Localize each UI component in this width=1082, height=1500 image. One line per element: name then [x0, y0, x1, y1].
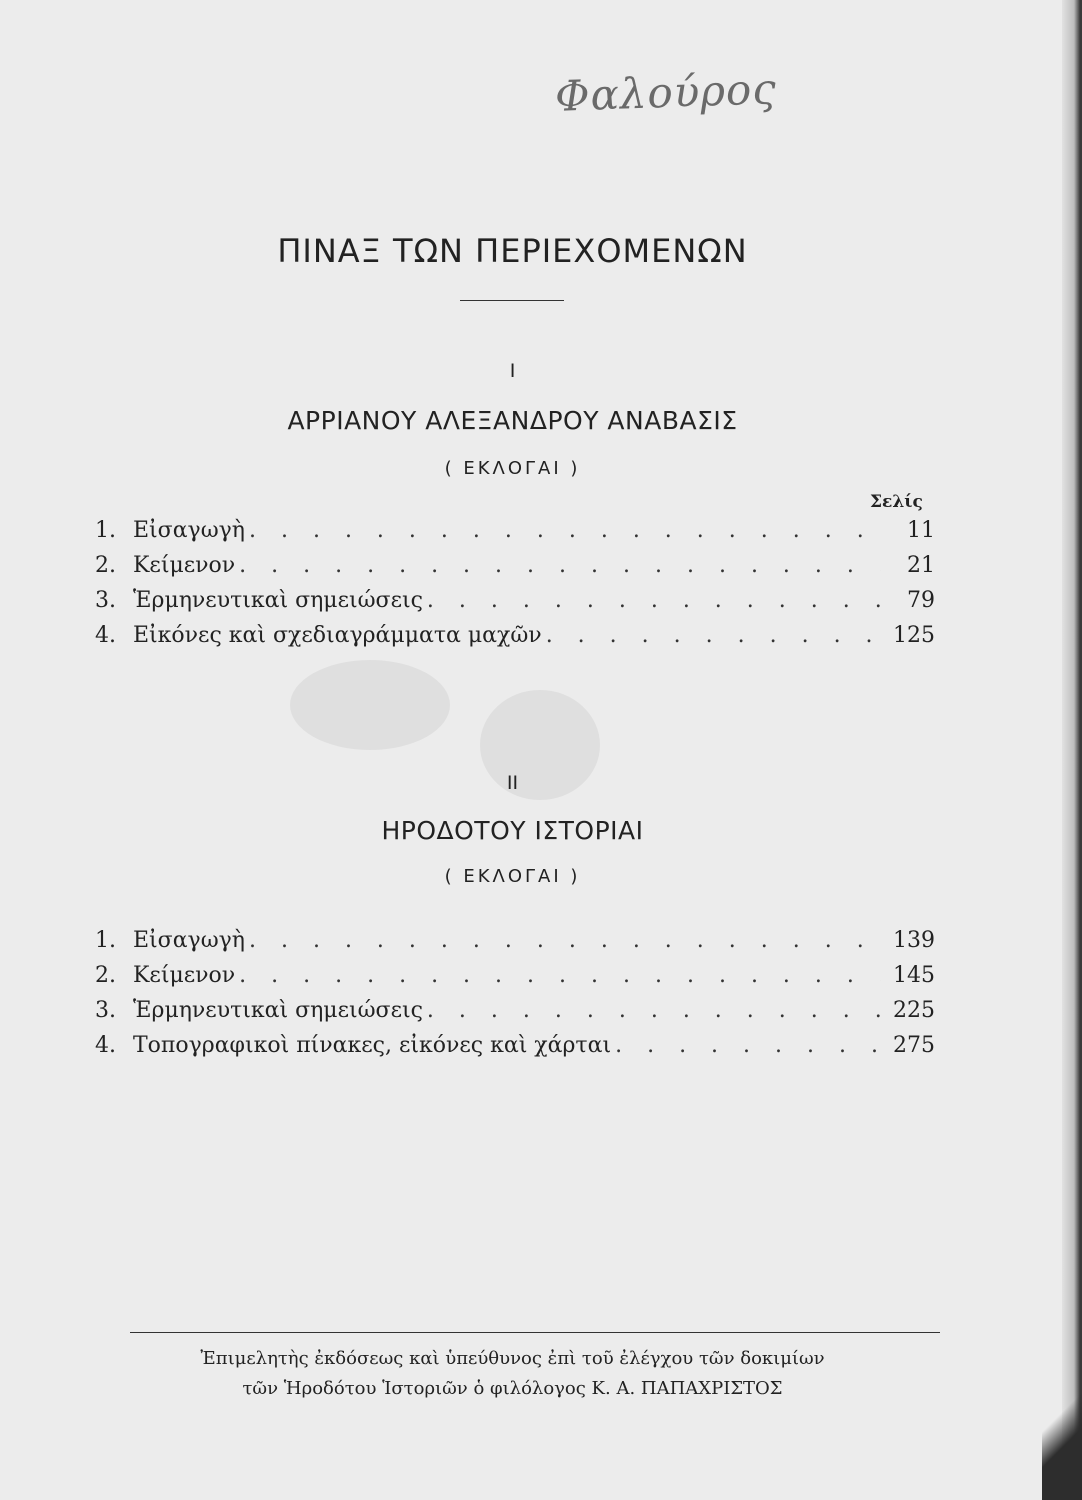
footer-line-2: τῶν Ἡροδότου Ἱστοριῶν ὁ φιλόλογος Κ. Α. ΠΑΠΑΧΡΙΣΤΟΣ: [242, 1378, 783, 1399]
title-divider: [460, 300, 564, 301]
toc-entry: [95, 998, 935, 1033]
toc-entry-number: 1.: [95, 518, 116, 543]
toc-entry-label: Εἰσαγωγὴ: [133, 518, 245, 543]
section-2-subtitle: ( ΕΚΛΟΓΑΙ ): [444, 866, 581, 887]
toc-entry-page: 125: [893, 623, 935, 648]
pages-column-heading: Σελίς: [870, 492, 923, 512]
dot-leader: [427, 588, 881, 613]
toc-entry: [95, 623, 935, 658]
section-1-toc: [95, 518, 935, 658]
toc-entry: [95, 553, 935, 588]
footer-line-1: Ἐπιμελητὴς ἐκδόσεως καὶ ὑπεύθυνος ἐπὶ τοῦ ἐλέγχου τῶν δοκιμίων: [200, 1348, 825, 1369]
toc-entry: [95, 928, 935, 963]
toc-entry: [95, 518, 935, 553]
section-2-toc: [95, 928, 935, 1068]
toc-entry-page: 79: [907, 588, 935, 613]
toc-entry-number: 2.: [95, 963, 116, 988]
dot-leader: [546, 623, 881, 648]
footer-divider: [130, 1332, 940, 1333]
toc-entry-number: 3.: [95, 998, 116, 1023]
dot-leader: [239, 963, 881, 988]
toc-entry-page: 275: [893, 1033, 935, 1058]
toc-entry-page: 11: [907, 518, 935, 543]
toc-entry-page: 225: [893, 998, 935, 1023]
toc-entry-label: Ἑρμηνευτικαὶ σημειώσεις: [133, 588, 423, 613]
toc-entry: [95, 963, 935, 998]
page-title: ΠΙΝΑΞ ΤΩΝ ΠΕΡΙΕΧΟΜΕΝΩΝ: [277, 232, 748, 270]
dot-leader: [615, 1033, 881, 1058]
dot-leader: [249, 518, 881, 543]
page-edge-shadow: [1062, 0, 1082, 1500]
paper-stain: [290, 660, 450, 750]
dot-leader: [249, 928, 881, 953]
toc-entry: [95, 588, 935, 623]
toc-entry-label: Εἰκόνες καὶ σχεδιαγράμματα μαχῶν: [133, 623, 542, 648]
toc-entry-number: 2.: [95, 553, 116, 578]
toc-entry-label: Κείμενον: [133, 553, 236, 578]
toc-entry-number: 1.: [95, 928, 116, 953]
page-corner-shadow: [1042, 1360, 1082, 1500]
toc-entry-label: Τοπογραφικοὶ πίνακες, εἰκόνες καὶ χάρται: [133, 1033, 612, 1058]
section-1-numeral: I: [509, 360, 516, 382]
toc-entry-page: 145: [893, 963, 935, 988]
dot-leader: [239, 553, 881, 578]
section-1-title: ΑΡΡΙΑΝΟΥ ΑΛΕΞΑΝΔΡΟΥ ΑΝΑΒΑΣΙΣ: [287, 406, 738, 435]
toc-entry-page: 21: [907, 553, 935, 578]
toc-entry: [95, 1033, 935, 1068]
toc-entry-label: Εἰσαγωγὴ: [133, 928, 245, 953]
handwritten-note: Φαλούρος: [554, 64, 778, 121]
dot-leader: [427, 998, 881, 1023]
toc-entry-label: Ἑρμηνευτικαὶ σημειώσεις: [133, 998, 423, 1023]
toc-entry-label: Κείμενον: [133, 963, 236, 988]
toc-entry-number: 3.: [95, 588, 116, 613]
toc-entry-number: 4.: [95, 1033, 116, 1058]
section-2-numeral: II: [506, 772, 519, 794]
toc-entry-page: 139: [893, 928, 935, 953]
section-1-subtitle: ( ΕΚΛΟΓΑΙ ): [444, 458, 581, 479]
toc-entry-number: 4.: [95, 623, 116, 648]
section-2-title: ΗΡΟΔΟΤΟΥ ΙΣΤΟΡΙΑΙ: [381, 816, 644, 845]
